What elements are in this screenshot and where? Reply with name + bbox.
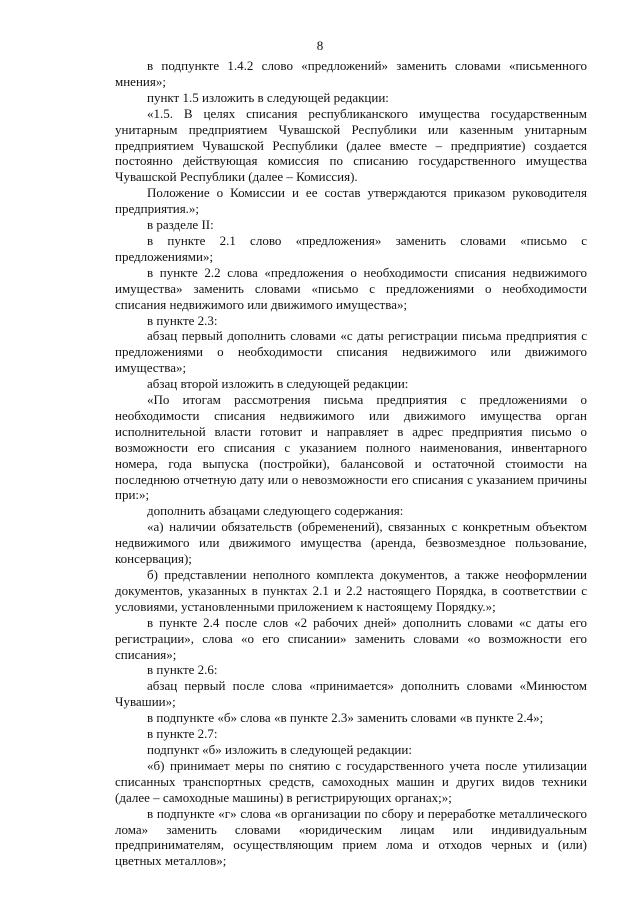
paragraph: в подпункте 1.4.2 слово «предложений» заменить словами «письменного мнения»; [115,58,587,89]
paragraph: «а) наличии обязательств (обременений), связанных с конкретным объектом недвижимого или движимого имущества (аренда, безвозмездное пользование, консервация); [115,519,587,567]
paragraph: абзац второй изложить в следующей редакции: [147,376,409,392]
paragraph: Положение о Комиссии и ее состав утверждаются приказом руководителя предприятия.»; [115,185,587,217]
paragraph: абзац первый после слова «принимается» дополнить словами «Минюстом Чувашии»; [115,678,587,710]
paragraph: в подпункте «г» слова «в организации по сбору и переработке металлического лома» заменить словами «юридическим лицам или индивидуальным предпринимателям, осуществляющим прием лома и отходов черных и (или) цветных металлов»; [115,805,587,869]
paragraph: в пункте 2.4 после слов «2 рабочих дней» дополнить словами «с даты его регистрации», слова «о его списании» заменить словами «о возможности его списания»; [115,614,587,662]
paragraph: «По итогам рассмотрения письма предприятия с предложениями о необходимости списания недвижимого или движимого имущества орган исполнительной власти готовит и направляет в адрес предприятия письмо о возможности его списания с указанием полного наименования, инвентарного номера, года выпуска (постройки), балансовой и остаточной стоимости на последнюю отчетную дату или о невозможности его списания с указанием причины при:»; [115,392,587,503]
paragraph: б) представлении неполного комплекта документов, а также неоформлении документов, указанных в пунктах 2.1 и 2.2 настоящего Порядка, в соответствии с условиями, установленными приложением к настоящему Порядку.»; [115,567,587,614]
paragraph: в пункте 2.6: [147,662,218,678]
paragraph: «б) принимает меры по снятию с государственного учета после утилизации списанных транспортных средств, самоходных машин и других видов техники (далее – самоходные машины) в регистрирующих органах;»; [115,757,587,805]
paragraph: абзац первый дополнить словами «с даты регистрации письма предприятия с предложениями о необходимости списания недвижимого или движимого имущества»; [115,328,587,376]
paragraph: «1.5. В целях списания республиканского имущества государственным унитарным предприятием Чувашской Республики или казенным унитарным предприятием Чувашской Республики (далее вместе – предприятие) создается постоянно действующая комиссия по списанию государственного имущества Чувашской Республики (далее – Комиссия). [115,105,587,185]
paragraph: в пункте 2.2 слова «предложения о необходимости списания недвижимого имущества» заменить словами «письмо с предложениями о необходимости списания недвижимого или движимого имущества»; [115,264,587,312]
paragraph: в пункте 2.7: [147,726,218,742]
paragraph: в подпункте «б» слова «в пункте 2.3» заменить словами «в пункте 2.4»; [147,710,544,726]
document-body [115,58,587,869]
paragraph: в пункте 2.3: [147,312,218,328]
paragraph: дополнить абзацами следующего содержания: [147,503,404,519]
paragraph: подпункт «б» изложить в следующей редакции: [147,741,412,757]
page-number: 8 [316,38,324,53]
paragraph: пункт 1.5 изложить в следующей редакции: [147,89,389,105]
paragraph: в пункте 2.1 слово «предложения» заменить словами «письмо с предложениями»; [115,232,587,264]
paragraph: в разделе II: [147,217,214,233]
